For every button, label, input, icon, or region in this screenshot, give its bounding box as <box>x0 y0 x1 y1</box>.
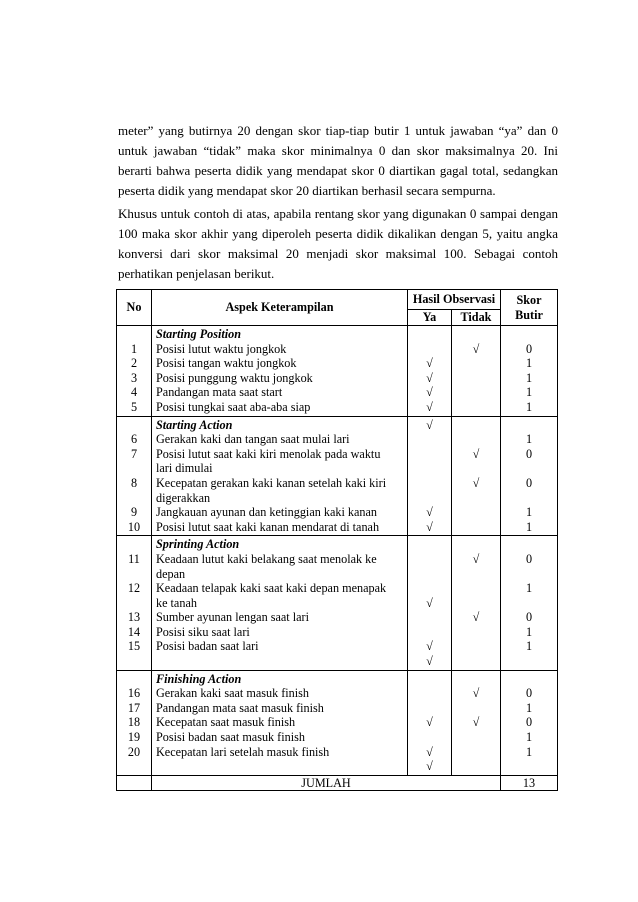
aspek-line: depan <box>156 566 186 581</box>
ya-cell-line: √ <box>426 356 433 371</box>
ya-cell-line <box>412 672 447 687</box>
aspek-line: ke tanah <box>156 595 197 610</box>
ya-cell-line: √ <box>426 385 433 400</box>
skor-cell-line: 1 <box>525 385 533 400</box>
no-cell-line <box>121 537 147 552</box>
ya-cell-line <box>412 567 447 582</box>
skor-cell-line: 0 <box>525 551 533 566</box>
skor-cell-line: 0 <box>525 610 533 625</box>
no-cell-line: 11 <box>128 551 140 566</box>
category-title: Sprinting Action <box>156 537 240 552</box>
ya-cell-line <box>412 730 447 745</box>
no-cell-line: 9 <box>130 505 138 520</box>
total-empty-cell <box>117 775 152 791</box>
ya-cell-line <box>412 610 447 625</box>
ya-cell-line: √ <box>426 417 433 432</box>
table-group-1 <box>117 326 558 417</box>
ya-cell-line: √ <box>426 519 433 534</box>
category-title: Starting Position <box>156 327 242 341</box>
ya-cell-line: √ <box>426 715 433 730</box>
no-cell-line <box>121 596 147 611</box>
aspek-cell <box>152 536 408 670</box>
aspek-line: Posisi badan saat masuk finish <box>156 730 305 745</box>
ya-cell-line <box>412 701 447 716</box>
ya-cell-line: √ <box>426 639 433 654</box>
ya-cell-line <box>412 461 447 476</box>
ya-cell-line: √ <box>426 370 433 385</box>
ya-cell-line: √ <box>426 595 433 610</box>
tidak-cell-line: √ <box>472 686 480 701</box>
total-label: JUMLAH <box>152 775 501 791</box>
ya-cell-line <box>412 686 447 701</box>
skor-cell-line: 1 <box>525 581 533 596</box>
aspek-line: Posisi lutut saat kaki kiri menolak pada waktu <box>156 446 381 461</box>
no-cell-line: 13 <box>127 610 141 625</box>
skor-cell-line <box>505 672 553 687</box>
no-cell-line <box>121 327 147 342</box>
tidak-cell-line <box>456 567 496 582</box>
ya-cell <box>408 670 452 775</box>
skor-cell <box>501 536 558 670</box>
table-group-3 <box>117 536 558 670</box>
aspek-line: Jangkauan ayunan dan ketinggian kaki kanan <box>156 505 377 520</box>
category-title: Starting Action <box>156 417 233 432</box>
aspek-line: Keadaan telapak kaki saat kaki depan menapak <box>156 581 387 596</box>
ya-cell-line <box>412 327 447 342</box>
no-cell-line: 20 <box>127 744 141 759</box>
no-cell-line: 7 <box>130 446 138 461</box>
header-skor-butir: Skor Butir <box>501 290 558 326</box>
tidak-cell-line <box>456 639 496 654</box>
no-cell <box>117 536 152 670</box>
skor-cell-line: 1 <box>525 624 533 639</box>
tidak-cell-line <box>456 745 496 760</box>
paragraph-2: Khusus untuk contoh di atas, apabila rentang skor yang digunakan 0 sampai dengan 100 maka skor akhir yang diperoleh peserta didik dikalikan dengan 5, yaitu angka konversi dari skor maksimal 20 menjadi skor maksimal 100. Sebagai contoh perhatikan penjelasan berikut. <box>118 206 558 281</box>
no-cell-line: 10 <box>127 519 141 534</box>
skor-cell-line: 0 <box>525 446 533 461</box>
no-cell <box>117 326 152 417</box>
aspek-line: Posisi tungkai saat aba-aba siap <box>156 399 311 414</box>
table-group-2 <box>117 416 558 536</box>
skor-cell-line <box>505 537 553 552</box>
no-cell-line: 18 <box>127 715 141 730</box>
skor-cell-line: 1 <box>525 399 533 414</box>
skor-cell-line: 1 <box>525 730 533 745</box>
tidak-cell-line: √ <box>472 551 480 566</box>
ya-cell-line <box>412 476 447 491</box>
tidak-cell <box>452 536 501 670</box>
header-ya: Ya <box>408 310 452 326</box>
tidak-cell-line <box>456 581 496 596</box>
ya-cell <box>408 416 452 536</box>
skor-cell-line <box>505 596 553 611</box>
skor-cell-line: 1 <box>525 370 533 385</box>
skor-cell-line: 1 <box>525 639 533 654</box>
paragraph-1: meter” yang butirnya 20 dengan skor tiap-tiap butir 1 untuk jawaban “ya” dan 0 untuk jawaban “tidak” maka skor minimalnya 0 dan skor maksimalnya 20. Ini berarti bahwa peserta didik yang mendapat skor 0 diartikan gagal total, sedangkan peserta didik yang mendapat skor 20 diartikan berhasil secara sempurna. <box>118 123 558 198</box>
tidak-cell-line: √ <box>472 475 480 490</box>
aspek-line: digerakkan <box>156 490 211 505</box>
ya-cell-line <box>412 625 447 640</box>
skor-cell-line: 1 <box>525 505 533 520</box>
no-cell-line <box>121 461 147 476</box>
tidak-cell <box>452 670 501 775</box>
skor-cell <box>501 670 558 775</box>
no-cell-line: 3 <box>130 370 138 385</box>
ya-cell-line: √ <box>426 505 433 520</box>
no-cell <box>117 416 152 536</box>
aspek-line: Posisi punggung waktu jongkok <box>156 370 313 385</box>
no-cell-line: 17 <box>127 700 141 715</box>
no-cell-line: 1 <box>130 341 138 356</box>
aspek-line: lari dimulai <box>156 461 213 476</box>
skor-cell-line <box>505 461 553 476</box>
skor-cell-line: 0 <box>525 715 533 730</box>
tidak-cell-line <box>456 400 496 415</box>
skor-cell-line <box>505 491 553 506</box>
skor-cell-line: 1 <box>525 519 533 534</box>
header-hasil-observasi: Hasil Observasi <box>408 290 501 310</box>
aspek-line: Gerakan kaki dan tangan saat mulai lari <box>156 432 350 447</box>
aspek-line: Posisi siku saat lari <box>156 624 250 639</box>
tidak-cell-line: √ <box>472 341 480 356</box>
skor-cell-line: 1 <box>525 356 533 371</box>
tidak-cell-line <box>456 505 496 520</box>
tidak-cell-line <box>456 461 496 476</box>
skor-cell-line <box>505 327 553 342</box>
no-cell-line: 16 <box>127 686 141 701</box>
ya-cell <box>408 326 452 417</box>
aspek-line: Posisi badan saat lari <box>156 639 259 654</box>
tidak-cell-line <box>456 418 496 433</box>
no-cell-line: 8 <box>130 475 138 490</box>
aspek-cell <box>152 326 408 417</box>
aspek-line: Gerakan kaki saat masuk finish <box>156 686 309 701</box>
tidak-cell-line <box>456 596 496 611</box>
tidak-cell-line <box>456 520 496 535</box>
no-cell-line <box>121 567 147 582</box>
aspek-line: Kecepatan lari setelah masuk finish <box>156 744 330 759</box>
header-no: No <box>117 290 152 326</box>
aspek-cell <box>152 416 408 536</box>
ya-cell-line <box>412 447 447 462</box>
no-cell-line: 2 <box>130 356 138 371</box>
tidak-cell-line <box>456 371 496 386</box>
table-group-4 <box>117 670 558 775</box>
no-cell-line: 6 <box>130 432 138 447</box>
aspek-line: Pandangan mata saat masuk finish <box>156 700 324 715</box>
ya-cell-line <box>412 537 447 552</box>
skor-cell-line: 1 <box>525 744 533 759</box>
no-cell-line: 14 <box>127 624 141 639</box>
skor-cell <box>501 416 558 536</box>
tidak-cell-line <box>456 701 496 716</box>
skor-cell-line: 1 <box>525 432 533 447</box>
tidak-cell <box>452 326 501 417</box>
tidak-cell-line <box>456 537 496 552</box>
tidak-cell-line <box>456 432 496 447</box>
tidak-cell-line <box>456 625 496 640</box>
category-title: Finishing Action <box>156 671 242 686</box>
skor-cell-line <box>505 418 553 433</box>
tidak-cell-line <box>456 730 496 745</box>
tidak-cell-line <box>456 327 496 342</box>
aspek-line: Posisi tangan waktu jongkok <box>156 356 297 371</box>
tidak-cell-line <box>456 491 496 506</box>
ya-cell-line: √ <box>426 759 433 774</box>
no-cell-line: 4 <box>130 385 138 400</box>
skor-cell-line: 0 <box>525 686 533 701</box>
no-cell-line: 19 <box>127 730 141 745</box>
no-cell <box>117 670 152 775</box>
tidak-cell-line: √ <box>472 446 480 461</box>
tidak-cell-line: √ <box>472 610 480 625</box>
ya-cell-line: √ <box>426 399 433 414</box>
aspek-line: Posisi lutut waktu jongkok <box>156 341 287 356</box>
ya-cell-line <box>412 342 447 357</box>
total-value: 13 <box>501 775 558 791</box>
skor-cell-line: 0 <box>525 341 533 356</box>
ya-cell-line <box>412 581 447 596</box>
ya-cell-line <box>412 552 447 567</box>
aspek-line: Kecepatan saat masuk finish <box>156 715 296 730</box>
skor-cell-line: 1 <box>525 700 533 715</box>
header-tidak: Tidak <box>452 310 501 326</box>
skor-cell-line <box>505 567 553 582</box>
header-aspek: Aspek Keterampilan <box>152 290 408 326</box>
tidak-cell <box>452 416 501 536</box>
tidak-cell-line <box>456 356 496 371</box>
tidak-cell-line: √ <box>472 715 480 730</box>
no-cell-line <box>121 672 147 687</box>
no-cell-line: 12 <box>127 581 141 596</box>
skor-cell-line: 0 <box>525 475 533 490</box>
skill-observation-table <box>116 289 558 791</box>
no-cell-line: 5 <box>130 399 138 414</box>
aspek-line: Sumber ayunan lengan saat lari <box>156 610 309 625</box>
aspek-line: Keadaan lutut kaki belakang saat menolak ke <box>156 551 377 566</box>
aspek-line: Posisi lutut saat kaki kanan mendarat di tanah <box>156 519 380 534</box>
no-cell-line <box>121 491 147 506</box>
tidak-cell-line <box>456 385 496 400</box>
ya-cell-line: √ <box>426 654 433 669</box>
no-cell-line <box>121 418 147 433</box>
aspek-cell <box>152 670 408 775</box>
no-cell-line: 15 <box>127 639 141 654</box>
aspek-line: Pandangan mata saat start <box>156 385 283 400</box>
tidak-cell-line <box>456 672 496 687</box>
skor-cell <box>501 326 558 417</box>
ya-cell <box>408 536 452 670</box>
aspek-line: Kecepatan gerakan kaki kanan setelah kaki kiri <box>156 475 387 490</box>
ya-cell-line: √ <box>426 744 433 759</box>
ya-cell-line <box>412 432 447 447</box>
ya-cell-line <box>412 491 447 506</box>
